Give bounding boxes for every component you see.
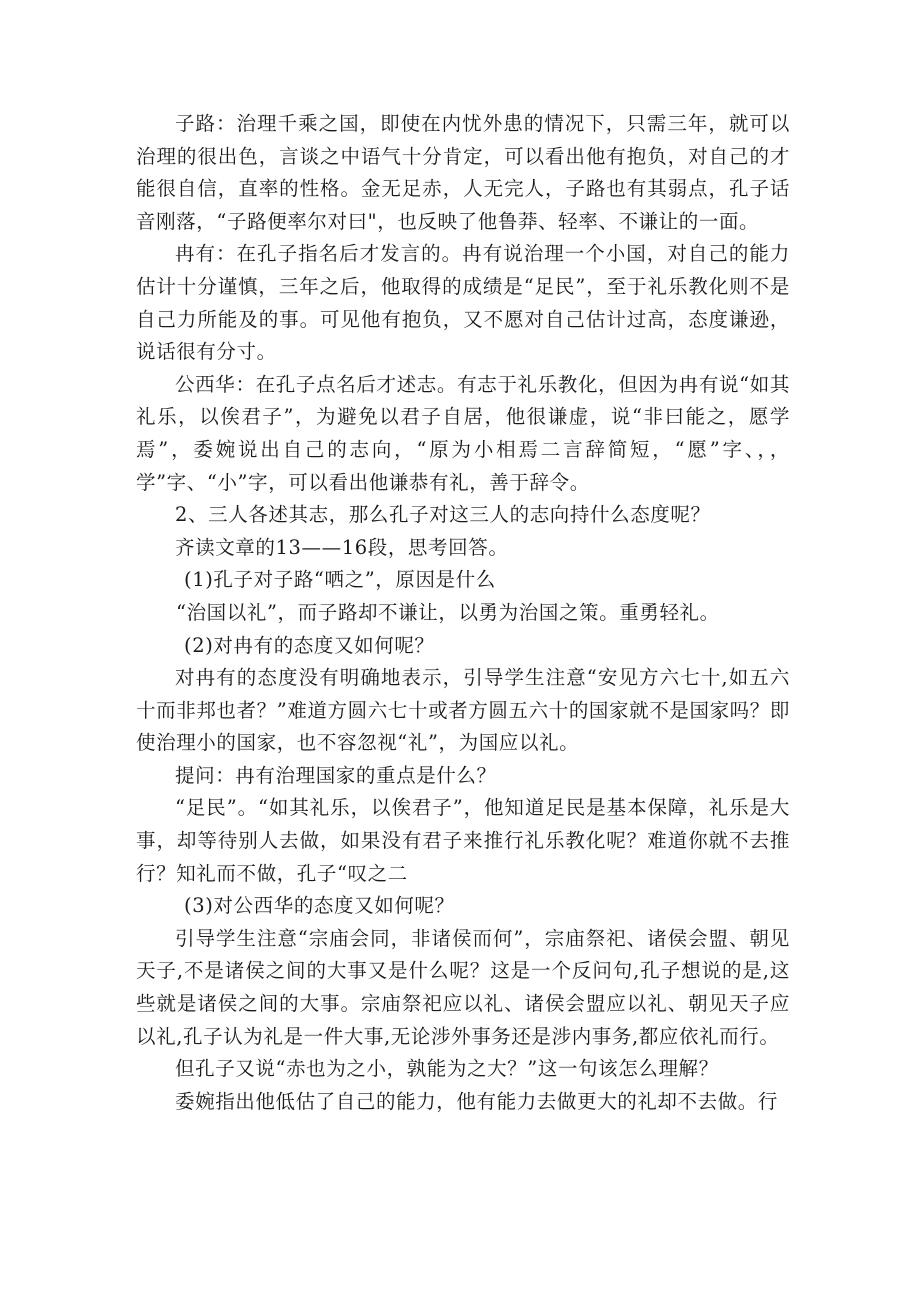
paragraph-reading-instruction: 齐读文章的13——16段，思考回答。 bbox=[175, 535, 509, 559]
paragraph-gongxihua: 公西华：在孔子点名后才述志。有志于礼乐教化，但因为冉有说“如其礼乐，以俟君子”，为避免以君子自居，他很谦虚，说“非曰能之，愿学焉”，委婉说出自己的志向，“原为小相焉二言辞简短，“愿”字、，，学”字、“小”字，可以看出他谦恭有礼，善于辞令。 bbox=[136, 372, 790, 494]
paragraph-answer-1: “治国以礼”，而子路却不谦让，以勇为治国之策。重勇轻礼。 bbox=[176, 600, 720, 624]
paragraph-zilu: 子路：治理千乘之国，即使在内忧外患的情况下，只需三年，就可以治理的很出色，言谈之中语气十分肯定，可以看出他有抱负，对自己的才能很自信，直率的性格。金无足赤，人无完人，子路也有其弱点，孔子话音刚落，“子路便率尔对曰"，也反映了他鲁莽、轻率、不谦让的一面。 bbox=[136, 112, 790, 233]
paragraph-followup-question: 但孔子又说“赤也为之小，孰能为之大？”这一句该怎么理解？ bbox=[175, 1057, 719, 1081]
paragraph-answer-3: 引导学生注意“宗庙会同，非诸侯而何”，宗庙祭祀、诸侯会盟、朝见天子,不是诸侯之间的大事又是什么呢？这是一个反问句,孔子想说的是,这些就是诸侯之间的大事。宗庙祭祀应以礼、诸侯会盟应以礼、朝见天子应以礼,孔子认为礼是一件大事,无论涉外事务还是涉内事务,都应依礼而行。 bbox=[136, 926, 790, 1048]
document-page bbox=[136, 108, 790, 1118]
paragraph-ranyou: 冉有：在孔子指名后才发言的。冉有说治理一个小国，对自己的能力估计十分谨慎，三年之后，他取得的成绩是“足民”，至于礼乐教化则不是自己力所能及的事。可见他有抱负，又不愿对自己估计过高，态度谦逊，说话很有分寸。 bbox=[136, 242, 790, 364]
paragraph-subquestion-1: (1)孔子对子路“哂之”，原因是什么 bbox=[184, 568, 496, 592]
paragraph-followup-answer: 委婉指出他低估了自己的能力，他有能力去做更大的礼却不去做。行 bbox=[175, 1089, 779, 1113]
paragraph-subquestion-2: (2)对冉有的态度又如何呢？ bbox=[184, 633, 435, 657]
paragraph-question-2: 2、三人各述其志，那么孔子对这三人的志向持什么态度呢？ bbox=[175, 503, 711, 527]
paragraph-prompt-question: 提问：冉有治理国家的重点是什么？ bbox=[175, 763, 497, 787]
paragraph-subquestion-3: (3)对公西华的态度又如何呢？ bbox=[184, 894, 455, 918]
paragraph-answer-2: 对冉有的态度没有明确地表示，引导学生注意“安见方六七十,如五六十而非邦也者？”难道方圆六七十或者方圆五六十的国家就不是国家吗？即使治理小的国家，也不容忽视“礼”，为国应以礼。 bbox=[136, 666, 790, 755]
paragraph-answer-zumin: “足民”。“如其礼乐，以俟君子”，他知道足民是基本保障，礼乐是大事，却等待别人去做，如果没有君子来推行礼乐教化呢？难道你就不去推行？知礼而不做，孔子“叹之二 bbox=[136, 796, 790, 885]
